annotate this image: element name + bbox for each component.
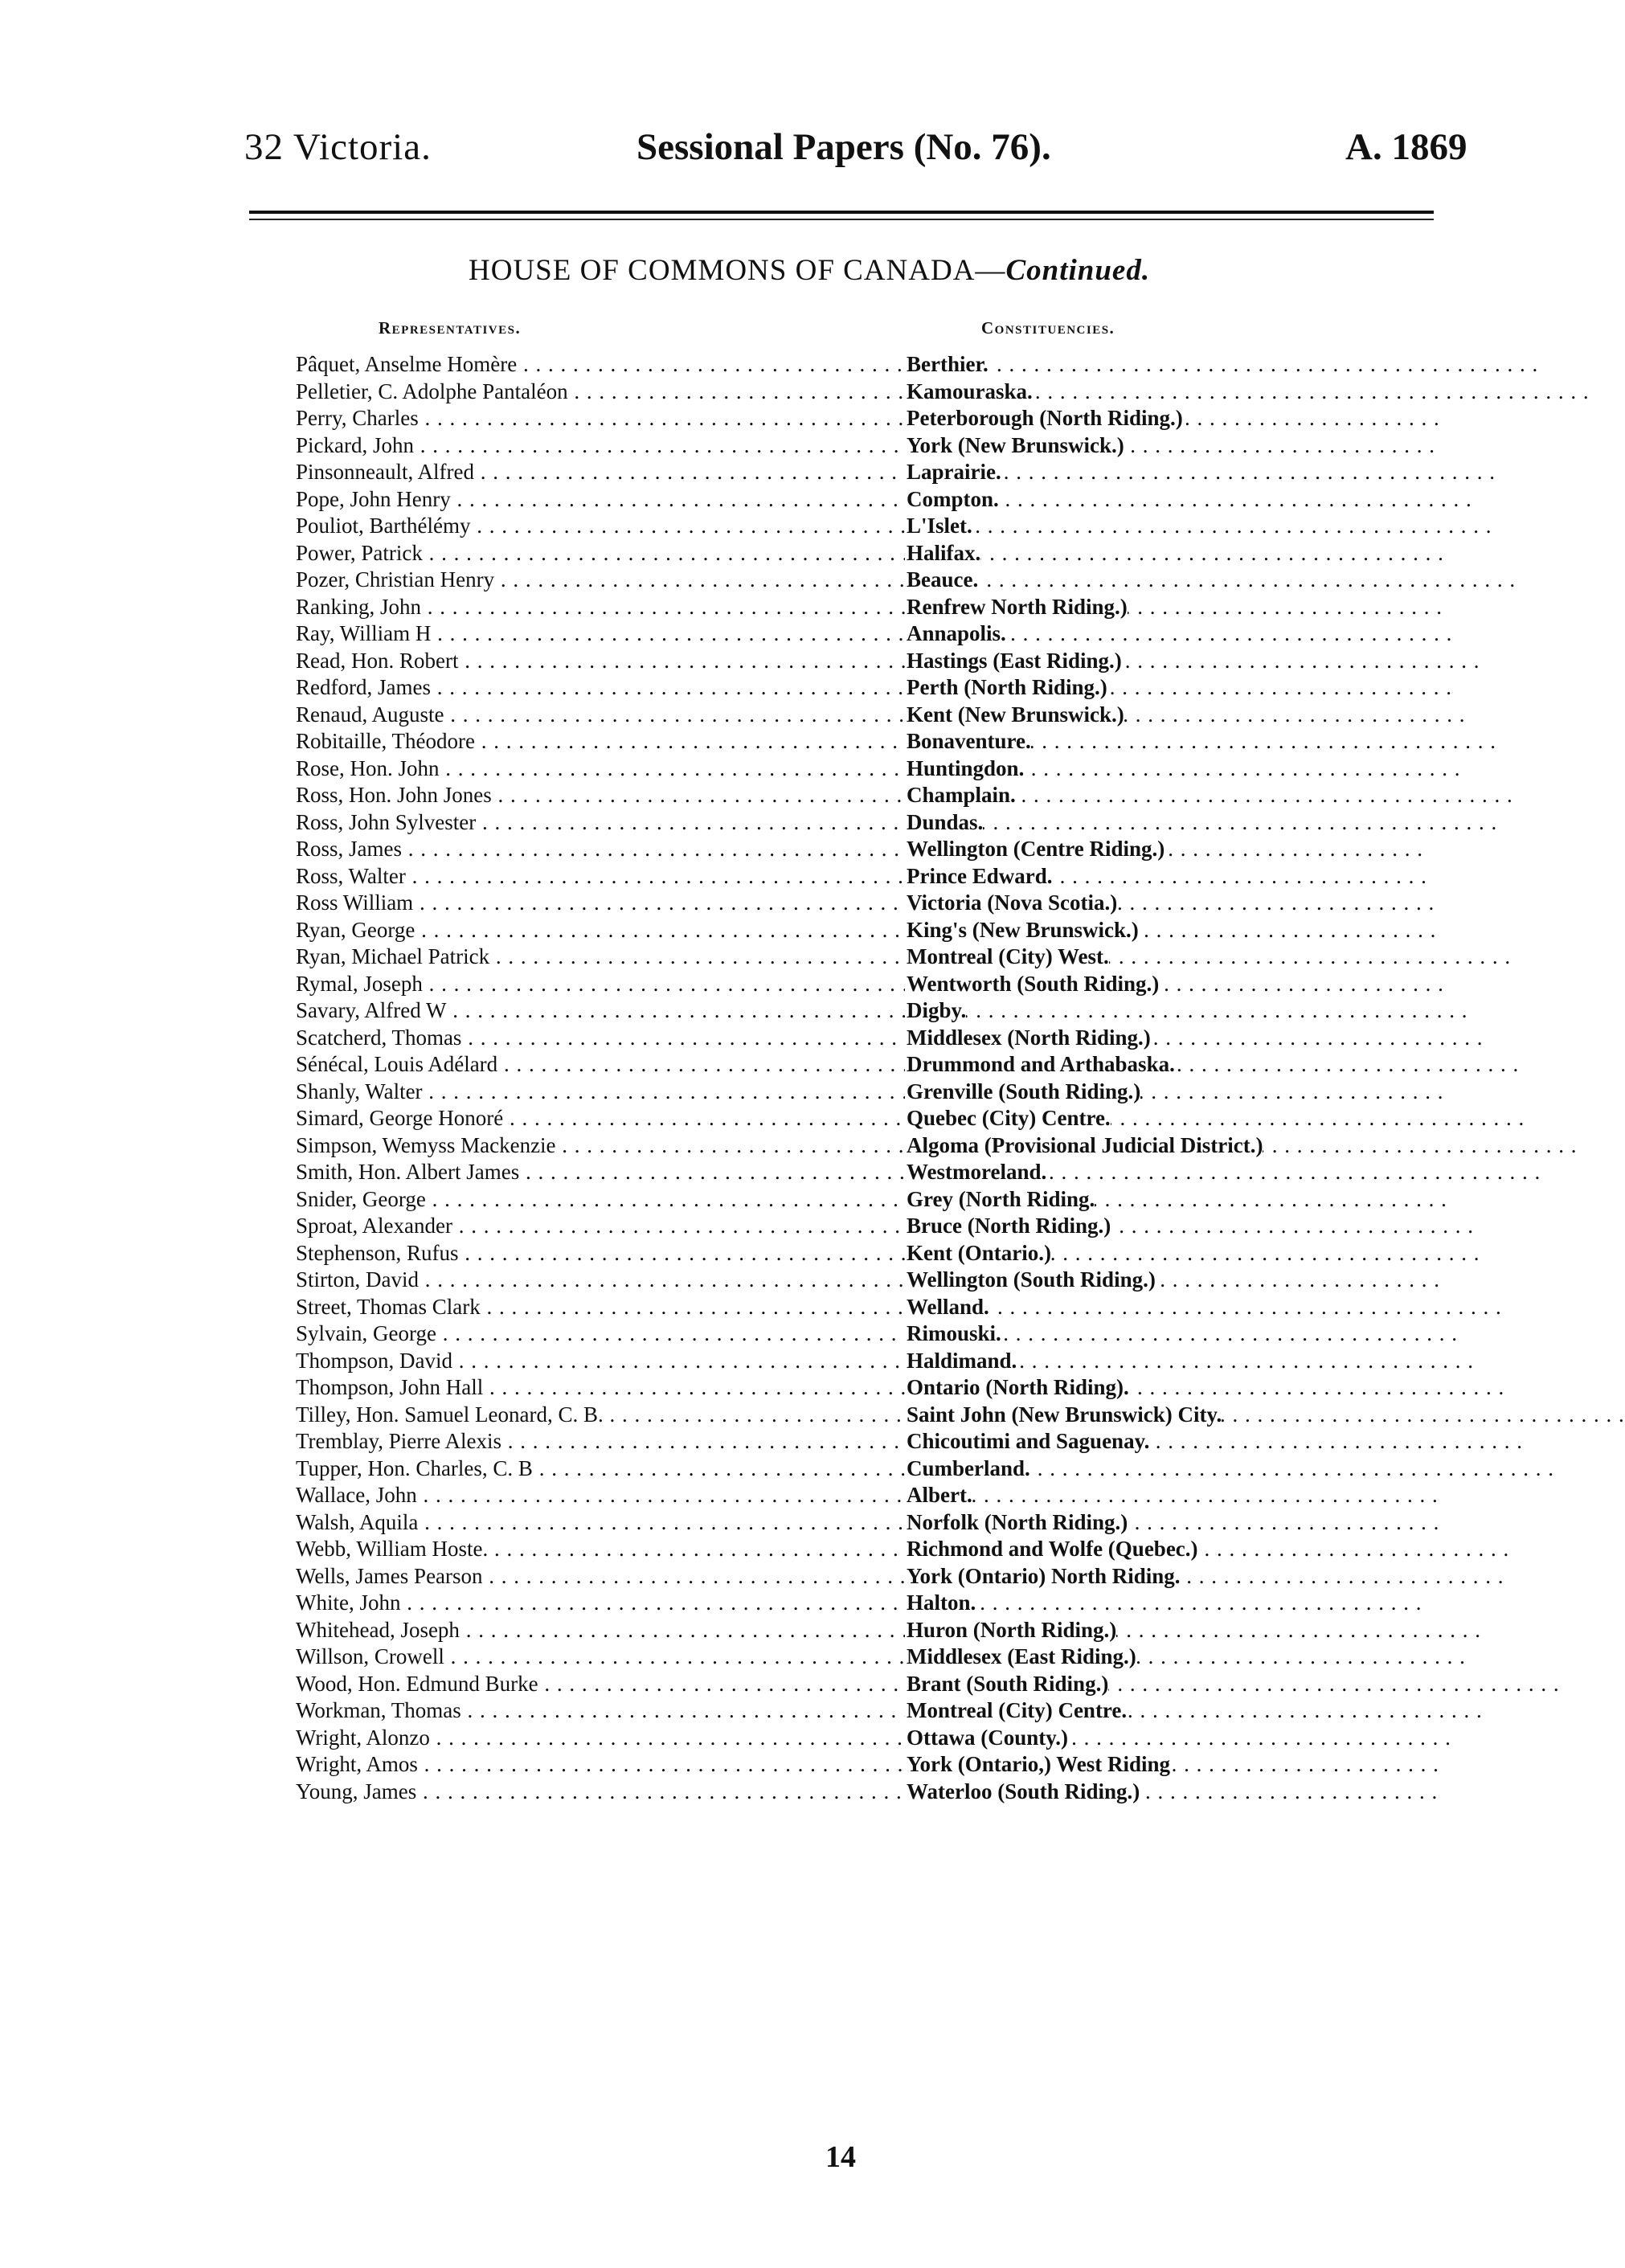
list-item <box>296 1563 1389 1590</box>
list-item <box>296 1697 1389 1725</box>
constituency-name: Montreal (City) Centre. <box>905 1697 1127 1725</box>
list-item <box>296 1186 1389 1214</box>
constituency-name: Grey (North Riding. <box>905 1186 1095 1214</box>
list-item <box>296 486 1389 514</box>
list-item <box>296 1320 1389 1348</box>
representative-name: Simard, George Honoré . . . <box>296 1105 907 1132</box>
representative-name: Sproat, Alexander . . . <box>296 1213 907 1240</box>
list-item <box>296 1402 1389 1429</box>
constituency-name: Bruce (North Riding.) <box>905 1213 1111 1240</box>
representative-name: Power, Patrick . . . <box>296 540 907 567</box>
section-title-main: HOUSE OF COMMONS OF CANADA— <box>469 254 1006 287</box>
list-item <box>296 540 1389 567</box>
representative-name: Renaud, Auguste . . . <box>296 702 907 729</box>
representative-name: Ross, John Sylvester . . . <box>296 809 907 837</box>
representative-name: Pâquet, Anselme Homère . . . <box>296 351 907 379</box>
representative-name: Smith, Hon. Albert James . . . <box>296 1159 907 1186</box>
constituency-name: Welland. <box>905 1294 989 1321</box>
list-item <box>296 1455 1389 1483</box>
representative-name: Pelletier, C. Adolphe Pantaléon . . . <box>296 379 907 406</box>
representative-name: Ross, Hon. John Jones . . . <box>296 782 907 809</box>
list-item <box>296 1079 1389 1106</box>
constituency-name: Algoma (Provisional Judicial District.) <box>905 1132 1263 1160</box>
representative-name: Tremblay, Pierre Alexis . . . <box>296 1428 907 1455</box>
header-volume: 32 Victoria. <box>244 126 432 168</box>
constituency-name: Champlain. <box>905 782 1016 809</box>
representative-name: Simpson, Wemyss Mackenzie . . . <box>296 1132 907 1160</box>
representative-name: Ross, James . . . <box>296 836 907 863</box>
representative-name: Sénécal, Louis Adélard . . . <box>296 1051 907 1079</box>
representative-name: Ryan, George . . . <box>296 917 907 944</box>
representative-name: Stephenson, Rufus . . . <box>296 1240 907 1267</box>
constituency-name: Brant (South Riding.) <box>905 1671 1108 1698</box>
list-item <box>296 620 1389 648</box>
representative-name: Wright, Alonzo . . . <box>296 1725 907 1752</box>
list-item <box>296 1213 1389 1240</box>
list-item <box>296 1348 1389 1375</box>
list-item <box>296 1482 1389 1509</box>
header-year: A. 1869 <box>1345 126 1467 168</box>
constituency-name: Halifax. <box>905 540 980 567</box>
column-header-constituencies: Constituencies. <box>981 318 1115 338</box>
constituency-name: Peterborough (North Riding.) <box>905 405 1183 432</box>
list-item <box>296 1779 1389 1806</box>
constituency-name: Saint John (New Brunswick) City. <box>905 1402 1222 1429</box>
constituency-name: York (New Brunswick.) <box>905 432 1124 460</box>
representative-name: Ray, William H . . . <box>296 620 907 648</box>
representative-name: Pouliot, Barthélémy . . . <box>296 513 907 540</box>
representative-name: Shanly, Walter . . . <box>296 1079 907 1106</box>
list-item <box>296 1590 1389 1617</box>
representative-name: Pinsonneault, Alfred . . . <box>296 459 907 486</box>
list-item <box>296 1132 1389 1160</box>
constituency-name: Norfolk (North Riding.) <box>905 1509 1128 1537</box>
constituency-name: Ottawa (County.) <box>905 1725 1068 1752</box>
list-item <box>296 836 1389 863</box>
representative-name: Savary, Alfred W . . . <box>296 997 907 1025</box>
representative-name: Robitaille, Théodore . . . <box>296 728 907 755</box>
list-item <box>296 728 1389 755</box>
constituency-name: Kent (New Brunswick.) <box>905 702 1124 729</box>
representative-name: Thompson, John Hall . . . <box>296 1374 907 1402</box>
representative-name: Tupper, Hon. Charles, C. B . . . <box>296 1455 907 1483</box>
representative-name: Wood, Hon. Edmund Burke . . . <box>296 1671 907 1698</box>
list-item <box>296 432 1389 460</box>
constituency-name: Dundas. <box>905 809 983 837</box>
representative-name: Street, Thomas Clark . . . <box>296 1294 907 1321</box>
constituency-name: Wellington (Centre Riding.) <box>905 836 1165 863</box>
constituency-name: Rimouski. <box>905 1320 1001 1348</box>
constituency-name: Prince Edward. <box>905 863 1053 890</box>
constituency-name: Halton. <box>905 1590 976 1617</box>
representative-name: Webb, William Hoste. . . . <box>296 1536 907 1563</box>
section-title <box>469 253 1150 288</box>
representative-name: Snider, George . . . <box>296 1186 907 1214</box>
constituency-name: Kent (Ontario.) <box>905 1240 1051 1267</box>
constituency-name: Montreal (City) West. <box>905 944 1109 971</box>
constituency-name: Perth (North Riding.) <box>905 674 1107 702</box>
list-item <box>296 1159 1389 1186</box>
running-header <box>244 126 1467 168</box>
list-item <box>296 1725 1389 1752</box>
constituency-name: Beauce. <box>905 567 978 594</box>
representative-name: Workman, Thomas . . . <box>296 1697 907 1725</box>
constituency-name: King's (New Brunswick.) <box>905 917 1139 944</box>
constituency-name: Huron (North Riding.) <box>905 1617 1116 1644</box>
constituency-name: Westmoreland. <box>905 1159 1046 1186</box>
representative-name: Rymal, Joseph . . . <box>296 971 907 998</box>
list-item <box>296 351 1389 379</box>
list-item <box>296 1025 1389 1052</box>
list-item <box>296 648 1389 675</box>
constituency-name: Middlesex (East Riding.) <box>905 1644 1136 1671</box>
representative-name: Rose, Hon. John . . . <box>296 755 907 783</box>
list-item <box>296 674 1389 702</box>
header-title: Sessional Papers (No. 76). <box>636 126 1051 168</box>
representative-name: Perry, Charles . . . <box>296 405 907 432</box>
representative-name: Stirton, David . . . <box>296 1267 907 1294</box>
list-item <box>296 1644 1389 1671</box>
representative-name: Thompson, David . . . <box>296 1348 907 1375</box>
list-item <box>296 944 1389 971</box>
constituency-name: Richmond and Wolfe (Quebec.) <box>905 1536 1198 1563</box>
representative-name: Willson, Crowell . . . <box>296 1644 907 1671</box>
representative-name: Tilley, Hon. Samuel Leonard, C. B. . . . <box>296 1402 907 1429</box>
representative-name: Pozer, Christian Henry . . . <box>296 567 907 594</box>
representative-name: Young, James . . . <box>296 1779 907 1806</box>
list-item <box>296 702 1389 729</box>
member-list <box>296 351 1389 1805</box>
representative-name: Ryan, Michael Patrick . . . <box>296 944 907 971</box>
constituency-name: Grenville (South Riding.) <box>905 1079 1140 1106</box>
list-item <box>296 1509 1389 1537</box>
representative-name: Scatcherd, Thomas . . . <box>296 1025 907 1052</box>
representative-name: Ross, Walter . . . <box>296 863 907 890</box>
constituency-name: Albert. <box>905 1482 972 1509</box>
list-item <box>296 863 1389 890</box>
representative-name: Wright, Amos . . . <box>296 1751 907 1779</box>
list-item <box>296 1671 1389 1698</box>
constituency-name: Victoria (Nova Scotia.) <box>905 890 1117 917</box>
constituency-name: York (Ontario) North Riding. <box>905 1563 1181 1590</box>
constituency-name: Ontario (North Riding). <box>905 1374 1129 1402</box>
list-item <box>296 1751 1389 1779</box>
column-header-representatives: Representatives. <box>379 318 522 338</box>
header-rule-thin <box>249 219 1434 220</box>
representative-name: Ranking, John . . . <box>296 594 907 621</box>
constituency-name: Berthier. <box>905 351 989 379</box>
list-item <box>296 1051 1389 1079</box>
representative-name: Ross William . . . <box>296 890 907 917</box>
list-item <box>296 513 1389 540</box>
list-item <box>296 379 1389 406</box>
list-item <box>296 997 1389 1025</box>
section-title-suffix: Continued. <box>1005 254 1151 287</box>
constituency-name: Quebec (City) Centre. <box>905 1105 1111 1132</box>
constituency-name: Digby. <box>905 997 966 1025</box>
representative-name: Whitehead, Joseph . . . <box>296 1617 907 1644</box>
representative-name: Wallace, John . . . <box>296 1482 907 1509</box>
list-item <box>296 405 1389 432</box>
constituency-name: Haldimand. <box>905 1348 1017 1375</box>
representative-name: Walsh, Aquila . . . <box>296 1509 907 1537</box>
representative-name: Wells, James Pearson . . . <box>296 1563 907 1590</box>
list-item <box>296 1105 1389 1132</box>
list-item <box>296 1240 1389 1267</box>
constituency-name: L'Islet. <box>905 513 972 540</box>
constituency-name: Annapolis. <box>905 620 1006 648</box>
constituency-name: Cumberland. <box>905 1455 1030 1483</box>
list-item <box>296 567 1389 594</box>
constituency-name: Bonaventure. <box>905 728 1031 755</box>
constituency-name: Renfrew North Riding.) <box>905 594 1128 621</box>
list-item <box>296 594 1389 621</box>
representative-name: Redford, James . . . <box>296 674 907 702</box>
list-item <box>296 809 1389 837</box>
constituency-name: Chicoutimi and Saguenay. <box>905 1428 1149 1455</box>
list-item <box>296 1617 1389 1644</box>
representative-name: White, John . . . <box>296 1590 907 1617</box>
list-item <box>296 1536 1389 1563</box>
header-rule-thick <box>249 211 1434 214</box>
list-item <box>296 755 1389 783</box>
representative-name: Read, Hon. Robert . . . <box>296 648 907 675</box>
constituency-name: York (Ontario,) West Riding <box>905 1751 1170 1779</box>
list-item <box>296 971 1389 998</box>
list-item <box>296 782 1389 809</box>
representative-name: Pickard, John . . . <box>296 432 907 460</box>
constituency-name: Middlesex (North Riding.) <box>905 1025 1151 1052</box>
page-number: 14 <box>825 2140 856 2174</box>
list-item <box>296 1294 1389 1321</box>
constituency-name: Drummond and Arthabaska. <box>905 1051 1175 1079</box>
constituency-name: Waterloo (South Riding.) <box>905 1779 1140 1806</box>
list-item <box>296 890 1389 917</box>
constituency-name: Huntingdon. <box>905 755 1024 783</box>
constituency-name: Wentworth (South Riding.) <box>905 971 1159 998</box>
constituency-name: Wellington (South Riding.) <box>905 1267 1156 1294</box>
constituency-name: Kamouraska. <box>905 379 1033 406</box>
representative-name: Sylvain, George . . . <box>296 1320 907 1348</box>
list-item <box>296 1267 1389 1294</box>
list-item <box>296 917 1389 944</box>
constituency-name: Laprairie. <box>905 459 1001 486</box>
list-item <box>296 459 1389 486</box>
constituency-name: Compton. <box>905 486 999 514</box>
representative-name: Pope, John Henry . . . <box>296 486 907 514</box>
list-item <box>296 1374 1389 1402</box>
list-item <box>296 1428 1389 1455</box>
constituency-name: Hastings (East Riding.) <box>905 648 1122 675</box>
